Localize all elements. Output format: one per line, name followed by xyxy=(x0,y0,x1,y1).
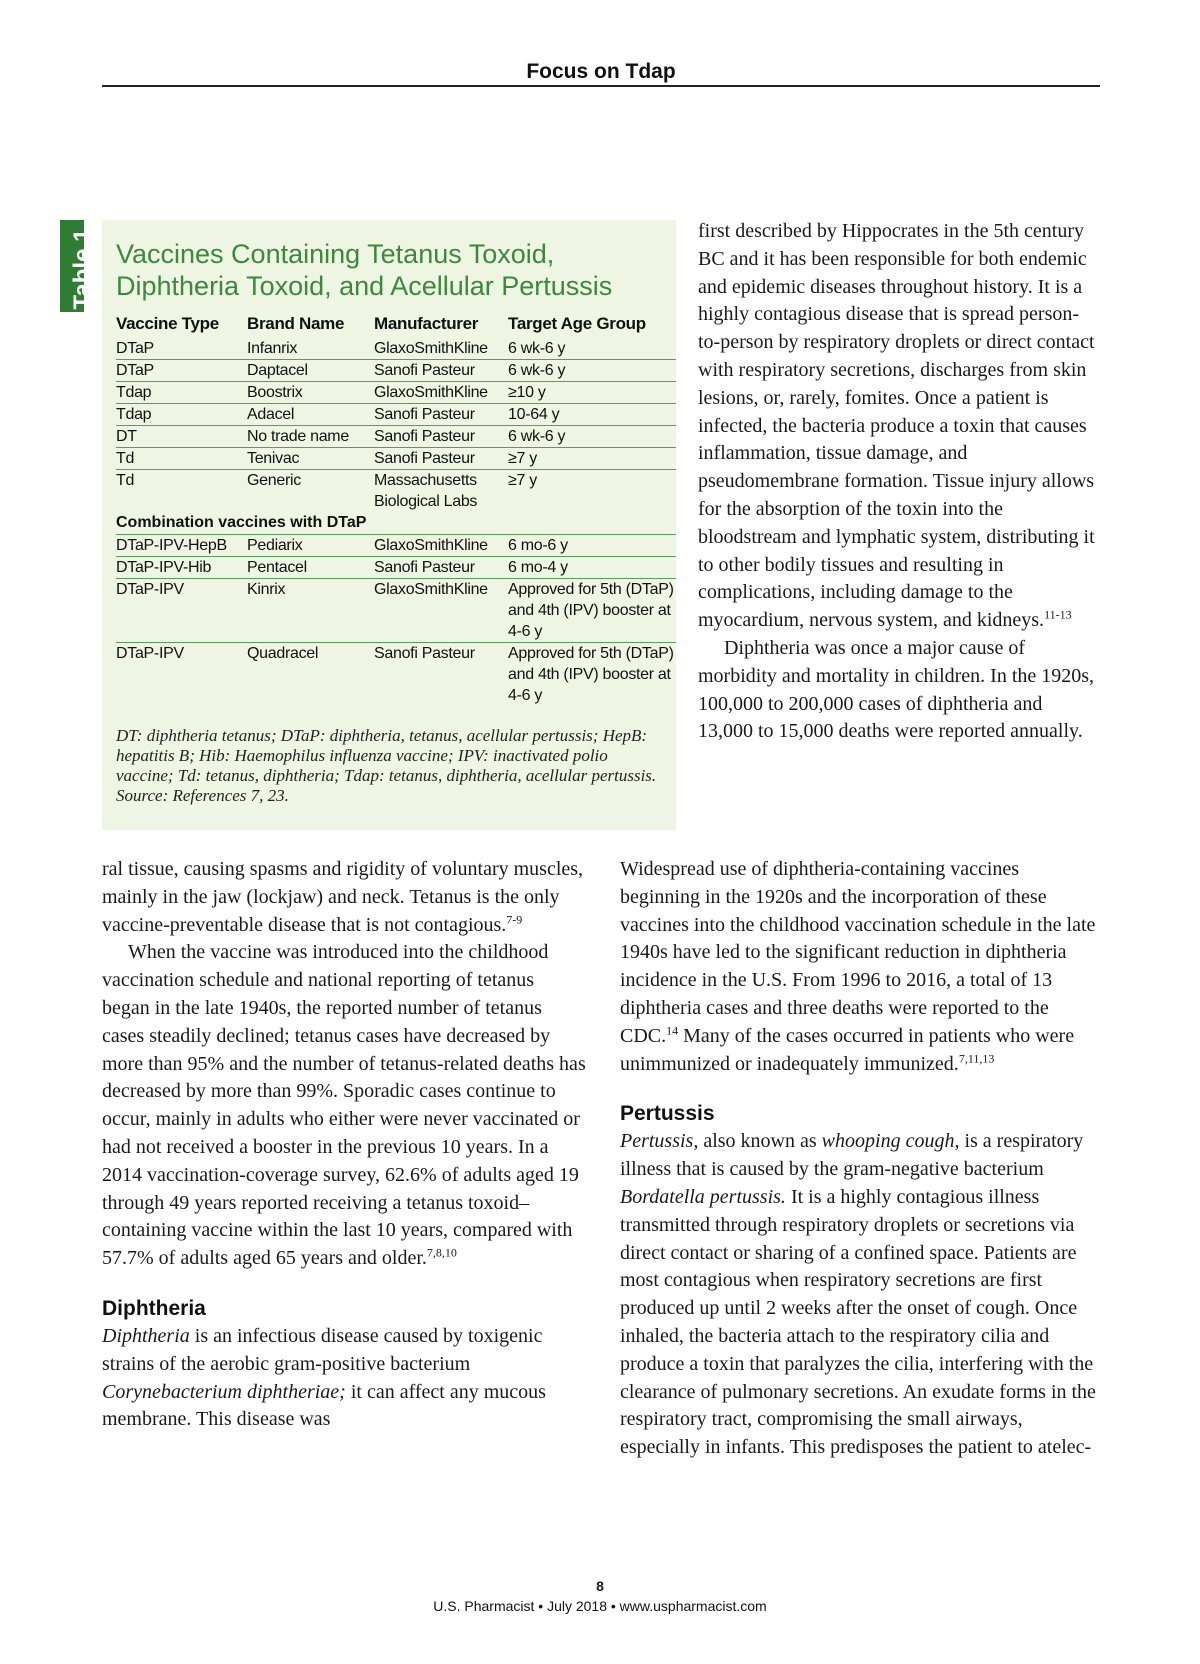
table-row xyxy=(116,579,676,643)
cell: ≥10 y xyxy=(508,384,546,401)
text: Many of the cases occurred in patients who were unimmunized or inadequately immunized. xyxy=(620,1024,1075,1075)
table-title: Vaccines Containing Tetanus Toxoid, Diphtheria Toxoid, and Acellular Pertussis xyxy=(116,239,613,301)
cell: GlaxoSmithKline xyxy=(374,384,488,401)
right-column-upper xyxy=(698,218,1100,746)
paragraph xyxy=(102,856,586,939)
cell: Massachusetts Biological Labs xyxy=(374,472,478,510)
citation: 11-13 xyxy=(1044,607,1072,622)
cell: DTaP xyxy=(116,340,154,357)
cell: GlaxoSmithKline xyxy=(374,581,488,598)
column-header: Vaccine Type xyxy=(116,314,219,333)
paragraph: Diphtheria was once a major cause of morbidity and mortality in children. In the 1920s, 100,000 to 200,000 cases of diphtheria and 13,000 to 15,000 deaths were reported annually. xyxy=(698,636,1095,743)
combo-heading: Combination vaccines with DTaP xyxy=(116,512,676,535)
table-row xyxy=(116,360,676,382)
left-column xyxy=(102,856,586,1434)
cell: ≥7 y xyxy=(508,450,537,467)
cell: DTaP-IPV-Hib xyxy=(116,559,212,576)
text: It is a highly contagious illness transmitted through respiratory droplets or secretions via direct contact or sharing of a confined space. Patients are most contagious when respiratory secretions are first produced up until 2 weeks after the onset of cough. Once inhaled, the bacteria attach to the respiratory cilia and produce a toxin that paralyzes the cilia, interfering with the clearance of pulmonary secretions. An exudate forms in the respiratory tract, compromising the small airways, especially in infants. This predisposes the patient to atelec- xyxy=(620,1185,1096,1459)
table-footnote: DT: diphtheria tetanus; DTaP: diphtheria, tetanus, acellular pertussis; HepB: hepatitis B; Hib: Haemophilus influenza vaccine; IPV: inactivated polio vaccine; Td: tetanus, diphtheria; Tdap: tetanus, diphtheria, acellular pertussis. Source: References 7, 23. xyxy=(116,726,657,805)
column-header: Brand Name xyxy=(247,314,345,333)
cell: Approved for 5th (DTaP) and 4th (IPV) booster at 4-6 y xyxy=(508,581,674,640)
paragraph xyxy=(102,1323,586,1434)
term: Diphtheria xyxy=(102,1324,190,1347)
cell: Tenivac xyxy=(247,450,300,467)
cell: DTaP-IPV-HepB xyxy=(116,537,227,554)
table-row xyxy=(116,643,676,706)
cell: Sanofi Pasteur xyxy=(374,428,475,445)
cell: 6 mo-6 y xyxy=(508,537,568,554)
citation: 7-9 xyxy=(506,911,523,926)
text: first described by Hippocrates in the 5th century BC and it has been responsible for both endemic and epidemic diseases throughout history. It is a highly contagious disease that is spread person-to-person by respiratory droplets or direct contact with respiratory secretions, discharges from skin lesions, or, rarely, fomites. Once a patient is infected, the bacteria produce a toxin that causes inflammation, tissue damage, and pseudomembrane formation. Tissue injury allows for the absorption of the toxin into the bloodstream and lymphatic system, distributing it to other bodily tissues and resulting in complications, including damage to the myocardium, nervous system, and kidneys. xyxy=(698,220,1095,632)
cell: Sanofi Pasteur xyxy=(374,645,475,662)
table-row xyxy=(116,338,676,360)
text: , also known as xyxy=(693,1130,822,1153)
cell: DTaP-IPV xyxy=(116,645,184,662)
column-header: Target Age Group xyxy=(508,314,646,333)
cell: DTaP-IPV xyxy=(116,581,184,598)
page-footer: U.S. Pharmacist • July 2018 • www.uspharmacist.com xyxy=(433,1598,767,1614)
table-row xyxy=(116,557,676,579)
table-row xyxy=(116,448,676,470)
cell: DTaP xyxy=(116,362,154,379)
table-row xyxy=(116,535,676,557)
cell: Pentacel xyxy=(247,559,307,576)
citation: 7,11,13 xyxy=(958,1050,995,1065)
cell: Quadracel xyxy=(247,645,319,662)
table-row xyxy=(116,404,676,426)
section-heading-diphtheria: Diphtheria xyxy=(102,1296,206,1320)
cell: DT xyxy=(116,428,137,445)
cell: Generic xyxy=(247,472,301,489)
text: is an infectious disease caused by toxigenic strains of the aerobic gram-positive bacterium xyxy=(102,1324,543,1375)
cell: Infanrix xyxy=(247,340,298,357)
text: , is a respiratory illness that is caused by the gram-negative bacterium xyxy=(620,1130,1084,1181)
cell: 6 wk-6 y xyxy=(508,340,566,357)
right-column-lower xyxy=(620,856,1100,1462)
cell: ≥7 y xyxy=(508,472,537,489)
cell: Td xyxy=(116,472,135,489)
term: Pertussis xyxy=(620,1130,694,1153)
cell: Sanofi Pasteur xyxy=(374,362,475,379)
text: ral tissue, causing spasms and rigidity of voluntary muscles, mainly in the jaw (lockjaw) and neck. Tetanus is the only vaccine-preventable disease that is not contagious. xyxy=(102,858,584,936)
header-rule xyxy=(102,85,1100,87)
paragraph xyxy=(620,1128,1100,1462)
table-tab-label: Table 1 xyxy=(69,228,96,310)
cell: 6 wk-6 y xyxy=(508,362,566,379)
vaccine-table-box xyxy=(102,220,676,830)
paragraph xyxy=(620,856,1100,1078)
cell: GlaxoSmithKline xyxy=(374,340,488,357)
vaccine-table xyxy=(116,313,676,706)
running-header: Focus on Tdap xyxy=(526,60,676,83)
species-name: Corynebacterium diphtheriae; xyxy=(102,1380,346,1403)
page-number: 8 xyxy=(596,1578,604,1594)
column-header: Manufacturer xyxy=(374,314,479,333)
term: whooping cough xyxy=(821,1130,955,1153)
cell: 6 mo-4 y xyxy=(508,559,568,576)
cell: Boostrix xyxy=(247,384,303,401)
cell: 6 wk-6 y xyxy=(508,428,566,445)
section-heading-pertussis: Pertussis xyxy=(620,1102,715,1126)
table-row xyxy=(116,470,676,512)
citation: 14 xyxy=(666,1023,679,1038)
cell: Td xyxy=(116,450,135,467)
cell: Pediarix xyxy=(247,537,303,554)
cell: No trade name xyxy=(247,428,349,445)
cell: 10-64 y xyxy=(508,406,560,423)
text: When the vaccine was introduced into the childhood vaccination schedule and national reporting of tetanus began in the late 1940s, the reported number of tetanus cases steadily declined; tetanus cases have decreased by more than 95% and the number of tetanus-related deaths has decreased by more than 99%. Sporadic cases continue to occur, mainly in adults who either were never vaccinated or had not received a booster in the previous 10 years. In a 2014 vaccination-coverage survey, 62.6% of adults aged 19 through 49 years reported receiving a tetanus toxoid–containing vaccine within the last 10 years, compared with 57.7% of adults aged 65 years and older. xyxy=(102,941,586,1270)
cell: Daptacel xyxy=(247,362,308,379)
table-row xyxy=(116,382,676,404)
cell: Sanofi Pasteur xyxy=(374,450,475,467)
text: Widespread use of diphtheria-containing vaccines beginning in the 1920s and the incorporation of these vaccines into the childhood vaccination schedule in the late 1940s have led to the significant reduction in diphtheria incidence in the U.S. From 1996 to 2016, a total of 13 diphtheria cases and three deaths were reported to the CDC. xyxy=(620,858,1096,1047)
text: it can affect any mucous membrane. This disease was xyxy=(102,1380,546,1431)
species-name: Bordatella pertussis. xyxy=(620,1185,786,1208)
cell: Sanofi Pasteur xyxy=(374,559,475,576)
citation: 7,8,10 xyxy=(426,1245,457,1260)
cell: Tdap xyxy=(116,384,152,401)
table-row xyxy=(116,426,676,448)
cell: Tdap xyxy=(116,406,152,423)
cell: Sanofi Pasteur xyxy=(374,406,475,423)
cell: GlaxoSmithKline xyxy=(374,537,488,554)
paragraph xyxy=(698,218,1100,635)
table-header-row xyxy=(116,313,676,338)
cell: Approved for 5th (DTaP) and 4th (IPV) booster at 4-6 y xyxy=(508,645,674,704)
cell: Adacel xyxy=(247,406,295,423)
cell: Kinrix xyxy=(247,581,286,598)
paragraph xyxy=(102,939,586,1273)
